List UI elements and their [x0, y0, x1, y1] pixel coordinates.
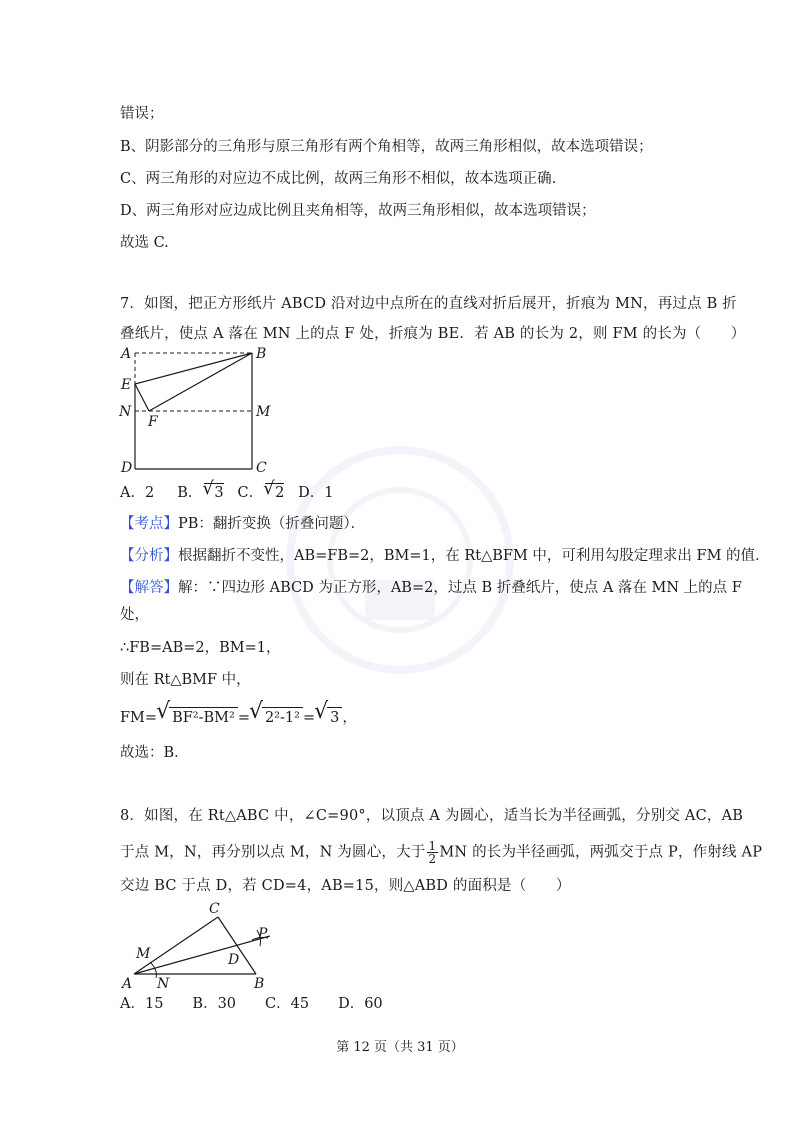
- q7-label-n: N: [119, 404, 132, 420]
- q7-step-2: 则在 Rt△BMF 中，: [120, 672, 251, 688]
- q8-label-n: N: [157, 976, 170, 992]
- page-footer: 第 12 页（共 31 页）: [336, 1040, 464, 1055]
- q8-figure: [114, 896, 284, 992]
- q7-segment-ef: [135, 384, 149, 411]
- q7-option-d[interactable]: D．1: [298, 485, 334, 501]
- q7-jieda: 【解答】解：∵四边形 ABCD 为正方形，AB=2，过点 B 折叠纸片，使点 A 落在 MN 上的点 F: [120, 580, 742, 596]
- prev-line-4: D、两三角形对应边成比例且夹角相等，故两三角形相似，故本选项错误；: [120, 203, 596, 219]
- q7-crease-be: [135, 353, 252, 384]
- sqrt-2: √ 2: [265, 483, 284, 502]
- prev-line-2: B、阴影部分的三角形与原三角形有两个角相等，故两三角形相似，故本选项错误；: [120, 139, 653, 155]
- q7-step-1: ∴FB=AB=2，BM=1，: [120, 640, 281, 656]
- q7-figure: [112, 344, 282, 479]
- q8-label-m: M: [136, 946, 151, 962]
- q8-label-d: D: [228, 952, 240, 968]
- q8-options: A．15 B．30 C．45 D．60: [120, 996, 383, 1012]
- q7-fenxi: 【分析】根据翻折不变性，AB=FB=2，BM=1，在 Rt△BFM 中，可利用勾股定理求出 FM 的值．: [120, 548, 770, 564]
- sqrt-3-result: √ 3: [327, 707, 342, 728]
- prev-line-1: 错误；: [120, 106, 164, 122]
- q7-options: [120, 483, 334, 503]
- q8-label-p: P: [258, 926, 268, 942]
- q7-stem-line-2: 叠纸片，使点 A 落在 MN 上的点 F 处，折痕为 BE．若 AB 的长为 2，则 FM 的长为（ ）: [120, 326, 746, 342]
- q7-segment-fb: [149, 353, 252, 411]
- q8-arc-mn: [150, 962, 156, 978]
- sqrt-3: √ 3: [204, 483, 223, 502]
- q7-label-a: A: [121, 346, 132, 362]
- prev-answer: 故选 C.: [120, 235, 169, 251]
- q7-answer: 故选：B．: [120, 745, 189, 761]
- q7-label-e: E: [121, 377, 132, 393]
- q8-label-b: B: [254, 976, 265, 992]
- prev-line-3: C、两三角形的对应边不成比例，故两三角形不相似，故本选项正确.: [120, 171, 557, 187]
- q7-formula: FM=√ BF²-BM² =√ 2²-1² =√ 3 ，: [120, 707, 357, 728]
- q7-label-d: D: [121, 460, 133, 476]
- q8-stem-line-2: 于点 M，N，再分别以点 M，N 为圆心，大于 $\frac{1}{2}$ MN 的长为半径画弧，两弧交于点 P，作射线 AP: [120, 839, 763, 866]
- q7-label-c: C: [256, 460, 267, 476]
- q8-stem-line-3: 交边 BC 于点 D，若 CD=4，AB=15，则△ABD 的面积是（ ）: [120, 878, 571, 894]
- q7-option-a[interactable]: A．2: [120, 485, 155, 501]
- q7-option-c[interactable]: C．√ 2: [237, 485, 284, 501]
- q7-label-b: B: [256, 346, 267, 362]
- kaodian-tag: 【考点】: [120, 516, 178, 532]
- q7-kaodian: 【考点】PB：翻折变换（折叠问题）．: [120, 516, 366, 532]
- q7-label-f: F: [148, 414, 158, 430]
- q7-label-m: M: [256, 404, 271, 420]
- q7-jieda-cont: 处，: [120, 607, 149, 623]
- q8-label-a: A: [122, 976, 133, 992]
- jieda-tag: 【解答】: [120, 580, 178, 596]
- q7-stem-line-1: 7．如图，把正方形纸片 ABCD 沿对边中点所在的直线对折后展开，折痕为 MN，再过点 B 折: [120, 296, 737, 312]
- q8-label-c: C: [209, 901, 220, 917]
- q7-option-b[interactable]: B．√ 3: [177, 485, 223, 501]
- fenxi-tag: 【分析】: [120, 548, 178, 564]
- sqrt-2-1: √ 2²-1²: [262, 707, 303, 728]
- q8-stem-line-1: 8．如图，在 Rt△ABC 中，∠C=90°，以顶点 A 为圆心，适当长为半径画弧，分别交 AC，AB: [120, 808, 744, 824]
- sqrt-bf-bm: √ BF²-BM²: [169, 707, 238, 728]
- fraction-half: $\frac{1}{2}$: [428, 839, 437, 866]
